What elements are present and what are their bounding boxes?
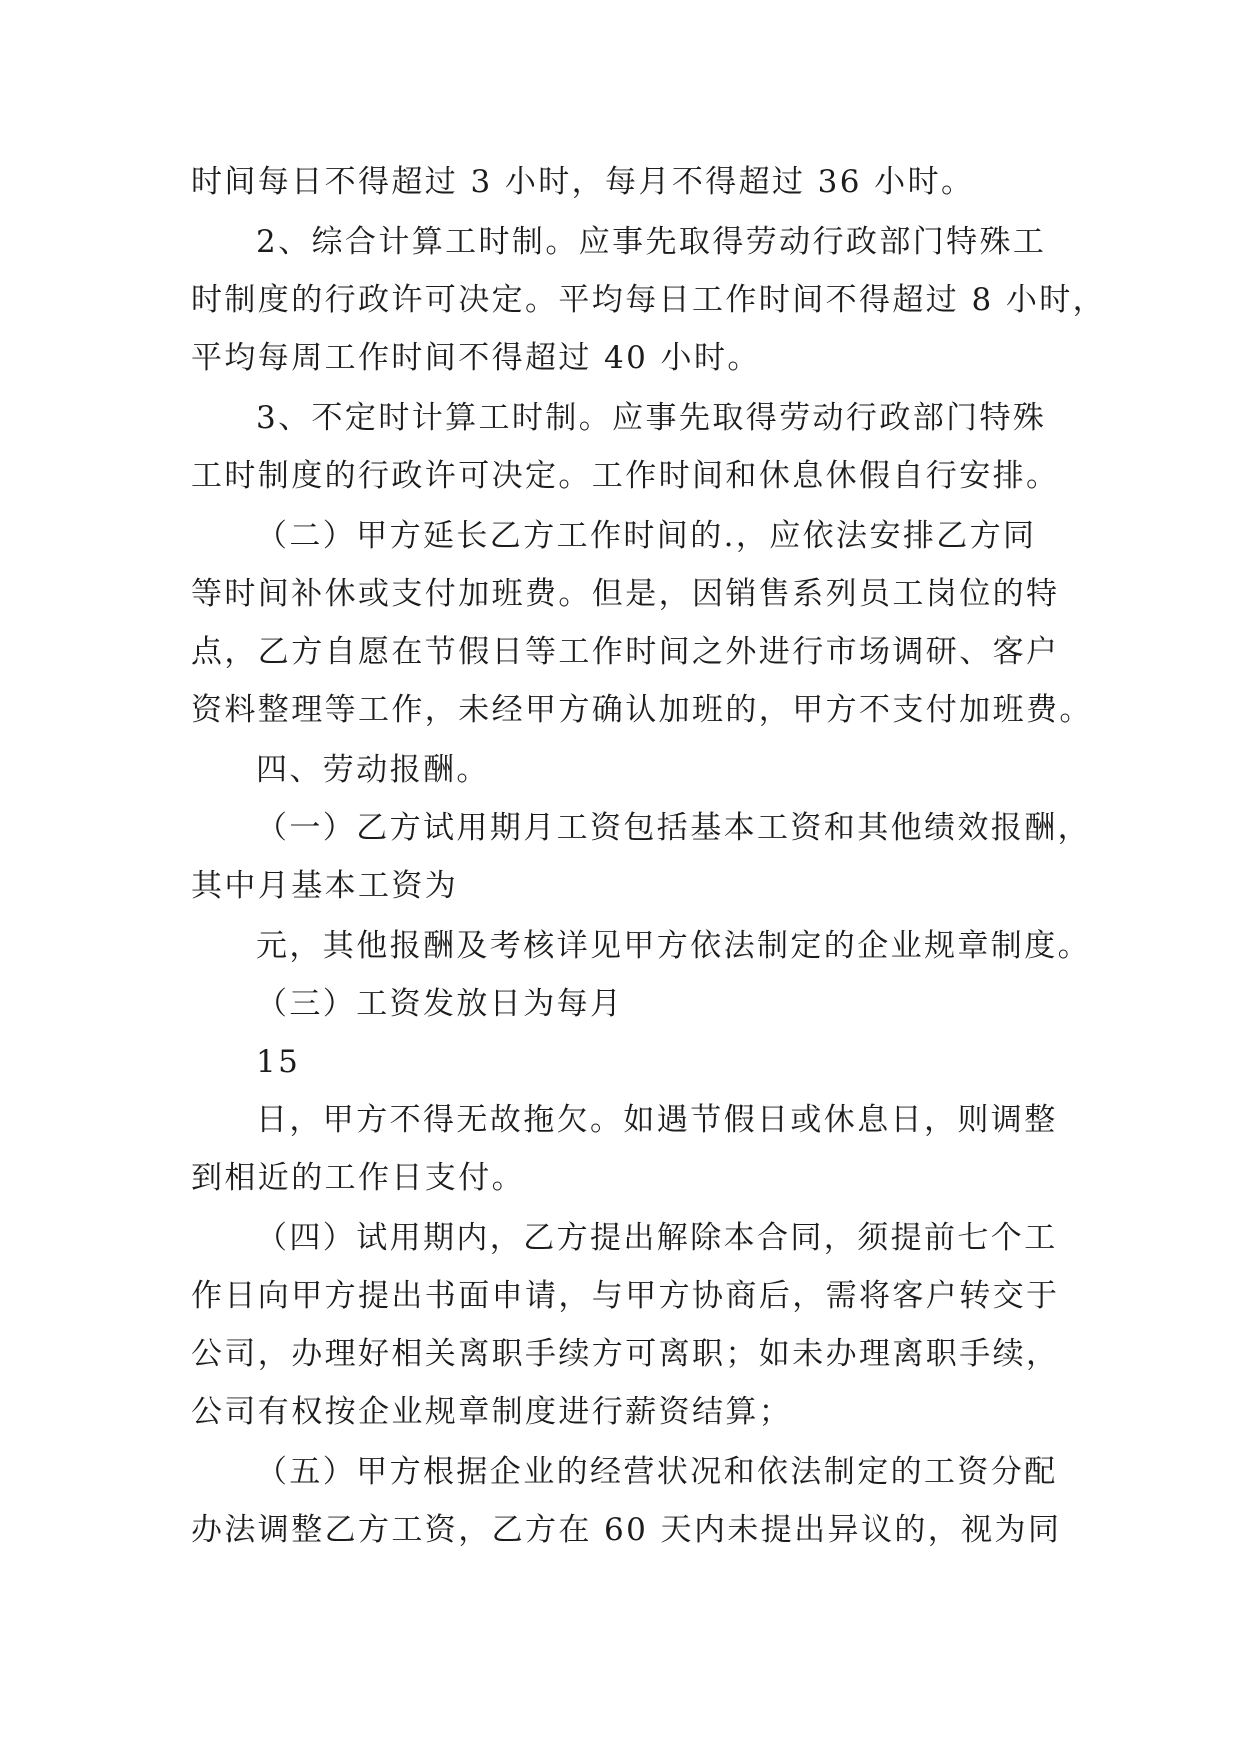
- section-heading: 四、劳动报酬。: [256, 752, 490, 788]
- text-line-14: 元，其他报酬及考核详见甲方依法制定的企业规章制度。: [256, 928, 1091, 964]
- text-line-8: 等时间补休或支付加班费。但是，因销售系列员工岗位的特: [191, 576, 1060, 612]
- text-line-17: 日，甲方不得无故拖欠。如遇节假日或休息日，则调整: [256, 1102, 1058, 1138]
- text-line-9: 点，乙方自愿在节假日等工作时间之外进行市场调研、客户: [191, 634, 1060, 670]
- text-line-10: 资料整理等工作，未经甲方确认加班的，甲方不支付加班费。: [191, 692, 1093, 728]
- text-line-24: 办法调整乙方工资，乙方在 60 天内未提出异议的，视为同: [191, 1512, 1062, 1548]
- text-line-19: （四）试用期内，乙方提出解除本合同，须提前七个工: [256, 1220, 1058, 1256]
- text-line-5: 3、不定时计算工时制。应事先取得劳动行政部门特殊: [256, 400, 1047, 436]
- text-line-18: 到相近的工作日支付。: [191, 1160, 525, 1196]
- text-line-23: （五）甲方根据企业的经营状况和依法制定的工资分配: [256, 1454, 1058, 1490]
- text-line-22: 公司有权按企业规章制度进行薪资结算；: [191, 1394, 793, 1430]
- text-line-13: 其中月基本工资为: [191, 868, 459, 904]
- text-line-15: （三）工资发放日为每月: [256, 986, 624, 1022]
- text-line-6: 工时制度的行政许可决定。工作时间和休息休假自行安排。: [191, 458, 1060, 494]
- text-line-3: 时制度的行政许可决定。平均每日工作时间不得超过 8 小时，: [191, 282, 1107, 318]
- text-line-4: 平均每周工作时间不得超过 40 小时。: [191, 340, 761, 376]
- text-line-1: 时间每日不得超过 3 小时，每月不得超过 36 小时。: [191, 164, 975, 200]
- text-line-12: （一）乙方试用期月工资包括基本工资和其他绩效报酬，: [256, 810, 1091, 846]
- text-line-21: 公司，办理好相关离职手续方可离职；如未办理离职手续，: [191, 1336, 1060, 1372]
- text-line-2: 2、综合计算工时制。应事先取得劳动行政部门特殊工: [256, 224, 1047, 260]
- text-line-7: （二）甲方延长乙方工作时间的.，应依法安排乙方同: [256, 518, 1037, 554]
- text-line-20: 作日向甲方提出书面申请，与甲方协商后，需将客户转交于: [191, 1278, 1060, 1314]
- text-line-16: 15: [256, 1044, 301, 1080]
